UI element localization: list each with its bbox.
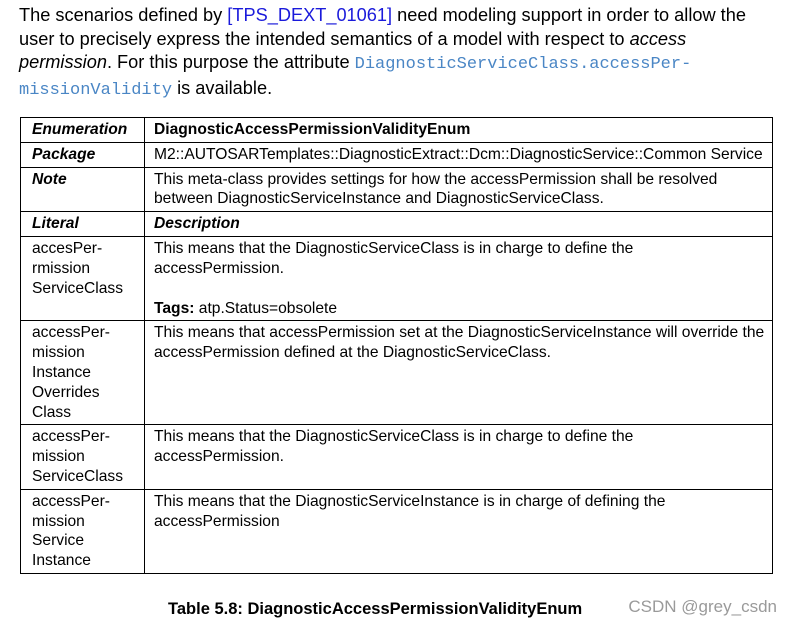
literal-cell: accesPer- rmission ServiceClass (21, 236, 145, 320)
note-value: This meta-class provides settings for how the accessPermission shall be resolved between DiagnosticServiceInstance and DiagnosticServiceClass. (145, 167, 773, 212)
requirement-link[interactable]: [TPS_DEXT_01061] (227, 5, 393, 25)
code-attribute-part2: missionValidity (19, 80, 173, 100)
enumeration-name: DiagnosticAccessPermissionValidityEnum (145, 118, 773, 143)
intro-text-4: is available. (172, 77, 273, 98)
intro-text-2: need modeling support in order to allow the user to precisely express the intended semantics of a model with respect to (19, 5, 746, 49)
description-cell: This means that accessPermission set at the DiagnosticServiceInstance will override the accessPermission defined at the DiagnosticServiceClass. (145, 321, 773, 425)
code-class-name: DiagnosticServiceClass (354, 55, 580, 74)
package-row (21, 142, 773, 167)
enumeration-label: Enumeration (21, 118, 145, 143)
table-row (21, 489, 773, 573)
intro-text-1: The scenarios defined by (19, 5, 228, 25)
literal-column-header: Literal (21, 212, 145, 237)
literal-cell: accessPer- mission Service Instance (21, 489, 145, 573)
package-value: M2::AUTOSARTemplates::DiagnosticExtract::Dcm::DiagnosticService::Common Service (145, 142, 773, 167)
tags-label: Tags: (154, 299, 195, 317)
table-header-row (21, 118, 773, 143)
description-cell: This means that the DiagnosticServiceClass is in charge to define the accessPermission. (145, 425, 773, 489)
literal-cell: accessPer- mission Instance Overrides Class (21, 321, 145, 425)
note-label: Note (21, 167, 145, 212)
code-attribute-part1: .accessPer- (579, 55, 692, 74)
literal-cell: accessPer- mission ServiceClass (21, 425, 145, 489)
table-row (21, 236, 773, 320)
package-label: Package (21, 142, 145, 167)
description-cell (145, 236, 773, 320)
note-row (21, 167, 773, 212)
intro-text-3: . For this purpose the attribute (106, 52, 355, 72)
watermark: CSDN @grey_csdn (628, 597, 777, 616)
enumeration-table (20, 117, 773, 574)
tags-line (154, 299, 765, 319)
table-row (21, 425, 773, 489)
table-row (21, 321, 773, 425)
tags-value: atp.Status=obsolete (194, 299, 338, 317)
column-header-row (21, 212, 773, 237)
description-column-header: Description (145, 212, 773, 237)
intro-paragraph (19, 4, 781, 102)
table-caption: Table 5.8: DiagnosticAccessPermissionValidityEnum (168, 600, 583, 618)
description-cell: This means that the DiagnosticServiceInstance is in charge of defining the accessPermission (145, 489, 773, 573)
intro-emphasis: access permission (19, 28, 687, 72)
description-text: This means that the DiagnosticServiceClass is in charge to define the accessPermission. (154, 239, 634, 277)
